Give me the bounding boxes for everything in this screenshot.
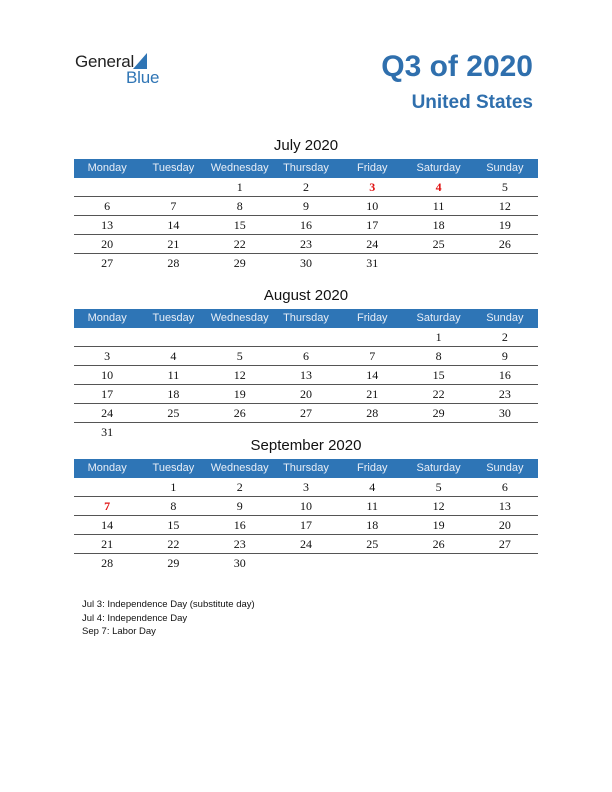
weekday-label: Tuesday bbox=[152, 312, 195, 324]
day-cell: 31 bbox=[366, 256, 379, 270]
day-cell: 18 bbox=[167, 387, 180, 401]
day-cell: 4 bbox=[369, 480, 376, 494]
day-cell: 19 bbox=[233, 387, 246, 401]
day-cell: 11 bbox=[167, 368, 180, 382]
day-cell: 13 bbox=[299, 368, 312, 382]
week-row bbox=[74, 516, 538, 535]
day-cell: 9 bbox=[236, 499, 243, 513]
day-cell: 31 bbox=[101, 425, 114, 439]
weekday-label: Thursday bbox=[283, 312, 329, 324]
weekday-header bbox=[74, 159, 538, 178]
day-cell: 4 bbox=[435, 180, 442, 194]
day-cell: 30 bbox=[299, 256, 312, 270]
month-title: July 2020 bbox=[273, 137, 339, 154]
day-cell: 28 bbox=[167, 256, 180, 270]
day-cell: 17 bbox=[366, 218, 379, 232]
day-cell: 8 bbox=[170, 499, 177, 513]
day-cell: 23 bbox=[299, 237, 312, 251]
day-cell: 8 bbox=[435, 349, 442, 363]
weekday-label: Friday bbox=[357, 312, 388, 324]
weekday-label: Friday bbox=[357, 162, 388, 174]
month-title: August 2020 bbox=[263, 287, 349, 304]
day-cell: 17 bbox=[299, 518, 312, 532]
weekday-label: Saturday bbox=[416, 312, 461, 324]
day-cell: 24 bbox=[366, 237, 379, 251]
weekday-label: Saturday bbox=[416, 462, 461, 474]
week-row bbox=[74, 478, 538, 497]
holiday-notes bbox=[82, 598, 255, 639]
week-row bbox=[74, 178, 538, 197]
week-row bbox=[74, 347, 538, 366]
day-cell: 28 bbox=[366, 406, 379, 420]
day-cell: 5 bbox=[236, 349, 243, 363]
day-cell: 18 bbox=[432, 218, 445, 232]
logo-blue-text: Blue bbox=[126, 68, 160, 87]
day-cell: 9 bbox=[501, 349, 508, 363]
day-cell: 10 bbox=[299, 499, 312, 513]
day-cell: 29 bbox=[432, 406, 445, 420]
week-row bbox=[74, 404, 538, 423]
day-cell: 8 bbox=[236, 199, 243, 213]
day-cell bbox=[339, 554, 405, 572]
day-cell: 20 bbox=[498, 518, 511, 532]
day-cell: 9 bbox=[302, 199, 309, 213]
week-row bbox=[74, 554, 538, 572]
day-cell: 19 bbox=[432, 518, 445, 532]
day-cell: 16 bbox=[299, 218, 312, 232]
month-september bbox=[74, 436, 538, 572]
day-cell: 1 bbox=[435, 330, 442, 344]
logo-general-text: General bbox=[75, 52, 135, 71]
day-cell bbox=[74, 478, 140, 496]
weekday-label: Tuesday bbox=[152, 462, 195, 474]
weekday-label: Wednesday bbox=[210, 312, 269, 324]
day-cell: 6 bbox=[104, 199, 111, 213]
day-cell: 22 bbox=[432, 387, 445, 401]
weekday-label: Monday bbox=[87, 162, 127, 174]
day-cell bbox=[74, 328, 140, 346]
month-july bbox=[74, 136, 538, 272]
day-cell: 11 bbox=[432, 199, 445, 213]
week-row bbox=[74, 328, 538, 347]
day-cell: 27 bbox=[101, 256, 114, 270]
day-cell: 21 bbox=[366, 387, 379, 401]
day-cell: 7 bbox=[369, 349, 376, 363]
day-cell: 11 bbox=[366, 499, 379, 513]
day-cell: 21 bbox=[101, 537, 114, 551]
day-cell: 6 bbox=[302, 349, 309, 363]
day-cell bbox=[140, 328, 206, 346]
day-cell bbox=[273, 554, 339, 572]
day-cell: 7 bbox=[104, 499, 111, 513]
day-cell: 3 bbox=[302, 480, 309, 494]
day-cell: 2 bbox=[236, 480, 243, 494]
week-row bbox=[74, 535, 538, 554]
weekday-label: Sunday bbox=[486, 312, 524, 324]
day-cell: 3 bbox=[369, 180, 376, 194]
day-cell: 25 bbox=[366, 537, 379, 551]
day-cell: 30 bbox=[233, 556, 246, 570]
day-cell bbox=[472, 554, 538, 572]
weekday-label: Monday bbox=[87, 462, 127, 474]
day-cell: 26 bbox=[233, 406, 246, 420]
day-cell: 19 bbox=[498, 218, 511, 232]
day-cell: 28 bbox=[101, 556, 114, 570]
day-cell: 12 bbox=[233, 368, 246, 382]
logo-triangle-icon bbox=[131, 53, 151, 69]
day-cell: 25 bbox=[432, 237, 445, 251]
day-cell: 12 bbox=[432, 499, 445, 513]
day-cell: 16 bbox=[233, 518, 246, 532]
day-cell: 30 bbox=[498, 406, 511, 420]
day-cell: 24 bbox=[101, 406, 114, 420]
day-cell: 26 bbox=[432, 537, 445, 551]
weekday-label: Monday bbox=[87, 312, 127, 324]
day-cell: 27 bbox=[498, 537, 511, 551]
month-august bbox=[74, 286, 538, 441]
generalblue-logo bbox=[75, 52, 175, 88]
day-cell bbox=[405, 554, 471, 572]
day-cell: 3 bbox=[104, 349, 111, 363]
weekday-label: Saturday bbox=[416, 162, 461, 174]
weekday-label: Friday bbox=[357, 462, 388, 474]
day-cell: 20 bbox=[101, 237, 114, 251]
day-cell: 14 bbox=[366, 368, 379, 382]
day-cell: 29 bbox=[233, 256, 246, 270]
weekday-label: Sunday bbox=[486, 162, 524, 174]
day-cell: 12 bbox=[498, 199, 511, 213]
day-cell: 2 bbox=[501, 330, 508, 344]
day-cell: 5 bbox=[435, 480, 442, 494]
week-row bbox=[74, 497, 538, 516]
day-cell bbox=[207, 328, 273, 346]
day-cell: 5 bbox=[501, 180, 508, 194]
weekday-label: Sunday bbox=[486, 462, 524, 474]
weekday-header bbox=[74, 309, 538, 328]
day-cell bbox=[140, 178, 206, 196]
day-cell: 10 bbox=[101, 368, 114, 382]
week-row bbox=[74, 216, 538, 235]
day-cell: 13 bbox=[498, 499, 511, 513]
day-cell: 13 bbox=[101, 218, 114, 232]
day-cell: 22 bbox=[167, 537, 180, 551]
page-title: Q3 of 2020 bbox=[381, 50, 533, 83]
day-cell: 10 bbox=[366, 199, 379, 213]
week-row bbox=[74, 235, 538, 254]
holiday-note: Jul 3: Independence Day (substitute day) bbox=[82, 599, 255, 610]
day-cell: 18 bbox=[366, 518, 379, 532]
weekday-header bbox=[74, 459, 538, 478]
day-cell bbox=[273, 328, 339, 346]
holiday-note: Sep 7: Labor Day bbox=[82, 626, 156, 637]
day-cell: 15 bbox=[233, 218, 246, 232]
day-cell: 29 bbox=[167, 556, 180, 570]
day-cell: 22 bbox=[233, 237, 246, 251]
day-cell: 1 bbox=[236, 180, 243, 194]
day-cell: 4 bbox=[170, 349, 177, 363]
day-cell: 15 bbox=[432, 368, 445, 382]
day-cell bbox=[472, 254, 538, 272]
country-subtitle: United States bbox=[411, 92, 533, 113]
weekday-label: Wednesday bbox=[210, 462, 269, 474]
day-cell: 23 bbox=[498, 387, 511, 401]
week-row bbox=[74, 366, 538, 385]
day-cell: 25 bbox=[167, 406, 180, 420]
day-cell bbox=[405, 254, 471, 272]
weekday-label: Wednesday bbox=[210, 162, 269, 174]
weekday-label: Thursday bbox=[283, 162, 329, 174]
day-cell: 14 bbox=[167, 218, 180, 232]
day-cell bbox=[74, 178, 140, 196]
day-cell: 27 bbox=[299, 406, 312, 420]
weekday-label: Tuesday bbox=[152, 162, 195, 174]
day-cell: 1 bbox=[170, 480, 177, 494]
month-title: September 2020 bbox=[250, 437, 362, 454]
day-cell: 14 bbox=[101, 518, 114, 532]
day-cell: 17 bbox=[101, 387, 114, 401]
day-cell bbox=[339, 328, 405, 346]
day-cell: 21 bbox=[167, 237, 180, 251]
day-cell: 7 bbox=[170, 199, 177, 213]
day-cell: 6 bbox=[501, 480, 508, 494]
week-row bbox=[74, 197, 538, 216]
day-cell: 26 bbox=[498, 237, 511, 251]
day-cell: 2 bbox=[302, 180, 309, 194]
day-cell: 20 bbox=[299, 387, 312, 401]
day-cell: 23 bbox=[233, 537, 246, 551]
day-cell: 16 bbox=[498, 368, 511, 382]
holiday-note: Jul 4: Independence Day bbox=[82, 612, 188, 624]
day-cell: 15 bbox=[167, 518, 180, 532]
week-row bbox=[74, 254, 538, 272]
week-row bbox=[74, 385, 538, 404]
day-cell: 24 bbox=[299, 537, 312, 551]
weekday-label: Thursday bbox=[283, 462, 329, 474]
